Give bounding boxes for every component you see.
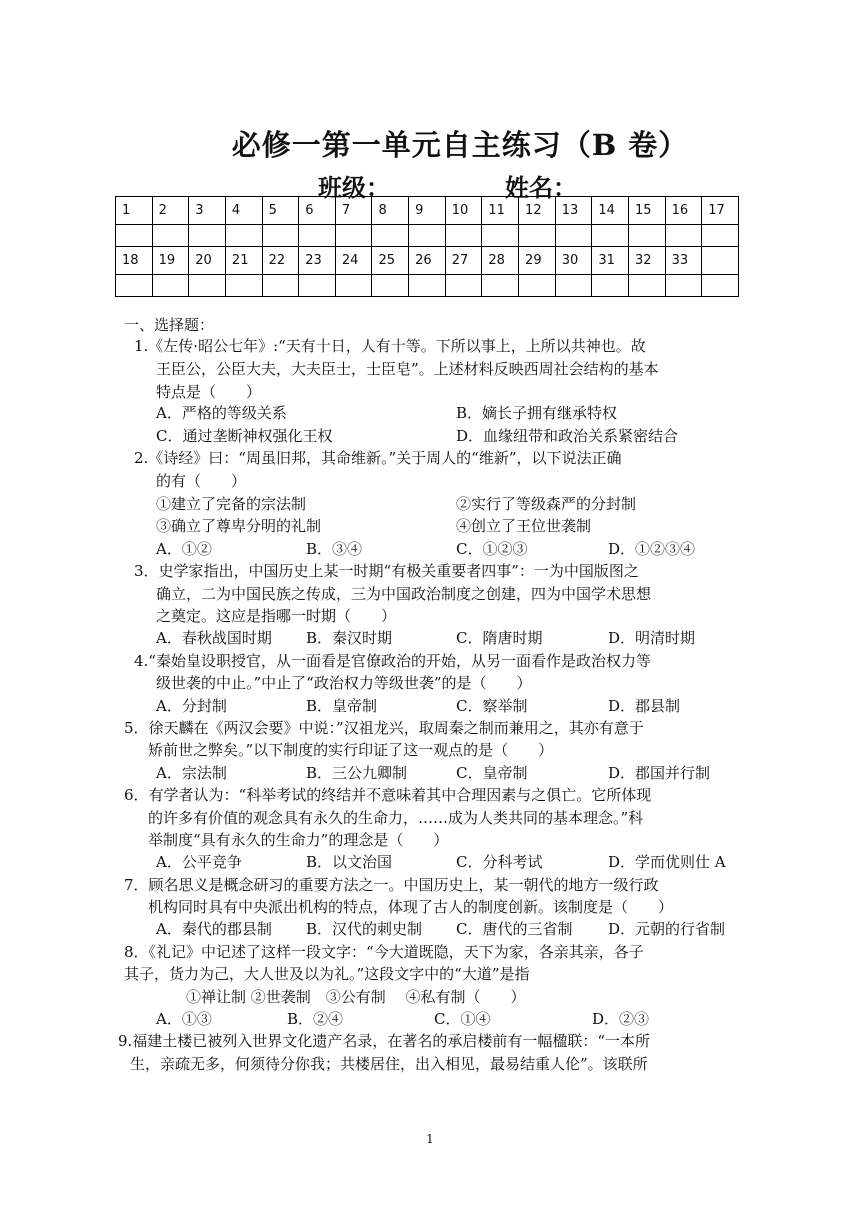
question-text-line: 矫前世之弊矣。”以下制度的实行印证了这一观点的是（ ） xyxy=(148,741,554,759)
question-text-line: 9.福建土楼已被列入世界文化遗产名录，在著名的承启楼前有一幅楹联：“一本所 xyxy=(118,1032,650,1050)
answer-cell xyxy=(116,225,153,247)
question-number-cell: 20 xyxy=(189,247,226,275)
question-text-line: 其子，货力为己，大人世及以为礼。”这段文字中的“大道”是指 xyxy=(124,965,530,983)
answer-cell xyxy=(335,225,372,247)
question-number-cell: 7 xyxy=(335,197,372,225)
answer-cell xyxy=(262,275,299,297)
question-number-cell: 10 xyxy=(445,197,482,225)
option-c: C．皇帝制 xyxy=(456,764,528,782)
option-c: C．察举制 xyxy=(456,697,528,715)
answer-cell xyxy=(372,275,409,297)
question-text-line: 生，亲疏无多，何须待分你我；共楼居住，出入相见，最易结重人伦”。该联所 xyxy=(130,1055,648,1073)
class-label: 班级： xyxy=(318,173,390,202)
section-heading: 一、选择题： xyxy=(124,316,215,334)
question-number-cell: 12 xyxy=(519,197,556,225)
answer-cell xyxy=(225,275,262,297)
option-d: D．郡县制 xyxy=(608,697,681,715)
page-title: 必修一第一单元自主练习（B 卷） xyxy=(231,128,689,162)
question-number-cell: 29 xyxy=(519,247,556,275)
answer-cell xyxy=(482,225,519,247)
question-number-cell: 26 xyxy=(409,247,446,275)
question-number-cell: 31 xyxy=(592,247,629,275)
answer-cell xyxy=(555,275,592,297)
name-label: 姓名： xyxy=(505,173,577,202)
option-c: C．①④ xyxy=(434,1010,491,1028)
question-number-cell: 2 xyxy=(152,197,189,225)
question-text-line: 1.《左传·昭公七年》:“天有十日，人有十等。下所以事上，上所以共神也。故 xyxy=(134,337,646,355)
option-d: D．元朝的行省制 xyxy=(608,920,726,938)
question-number-cell: 1 xyxy=(116,197,153,225)
question-number-cell: 23 xyxy=(299,247,336,275)
question-text-line: 级世袭的中止。”中止了“政治权力等级世袭”的是（ ） xyxy=(156,674,532,692)
answer-cell xyxy=(225,225,262,247)
question-number-cell: 9 xyxy=(409,197,446,225)
option-c: C．隋唐时期 xyxy=(456,629,543,647)
option-a: A．①② xyxy=(156,540,212,558)
option-b: B．②④ xyxy=(287,1010,344,1028)
question-text-line: 确立，二为中国民族之传成，三为中国政治制度之创建，四为中国学术思想 xyxy=(156,585,652,603)
option-b: B．秦汉时期 xyxy=(306,629,393,647)
question-number-cell: 21 xyxy=(225,247,262,275)
answer-cell xyxy=(299,275,336,297)
question-number-cell: 3 xyxy=(189,197,226,225)
answer-table xyxy=(115,196,739,297)
question-number-cell: 11 xyxy=(482,197,519,225)
answer-cell xyxy=(372,225,409,247)
question-text-line: 特点是（ ） xyxy=(156,383,262,401)
statement-item: ③确立了尊卑分明的礼制 xyxy=(156,517,322,535)
question-text-line: 举制度“具有永久的生命力”的理念是（ ） xyxy=(148,831,449,849)
question-number-cell: 17 xyxy=(702,197,739,225)
option-a: A．春秋战国时期 xyxy=(156,629,272,647)
answer-cell xyxy=(628,275,665,297)
question-number-cell: 22 xyxy=(262,247,299,275)
page-number: 1 xyxy=(426,1132,434,1146)
option-d: D．学而优则仕 A xyxy=(608,853,726,871)
question-text-line: 2.《诗经》曰：“周虽旧邦，其命维新。”关于周人的“维新”，以下说法正确 xyxy=(134,449,622,467)
answer-cell xyxy=(299,225,336,247)
question-text-line: 3．史学家指出，中国历史上某一时期“有极关重要者四事”：一为中国版图之 xyxy=(134,562,639,580)
option-b: B．嫡长子拥有继承特权 xyxy=(456,404,618,422)
question-text-line: 的许多有价值的观念具有永久的生命力，……成为人类共同的基本理念。”科 xyxy=(148,809,644,827)
question-number-cell: 6 xyxy=(299,197,336,225)
statement-items: ①禅让制 ②世袭制 ③公有制 ④私有制（ ） xyxy=(186,988,526,1006)
question-number-cell: 27 xyxy=(445,247,482,275)
question-number-cell: 19 xyxy=(152,247,189,275)
option-a: A．宗法制 xyxy=(156,764,227,782)
answer-row-blank-2 xyxy=(116,275,739,297)
question-text-line: 7．顾名思义是概念研习的重要方法之一。中国历史上，某一朝代的地方一级行政 xyxy=(124,876,659,894)
answer-cell xyxy=(116,275,153,297)
answer-cell xyxy=(592,275,629,297)
question-number-cell: 13 xyxy=(555,197,592,225)
question-number-cell: 16 xyxy=(665,197,702,225)
option-c: C．①②③ xyxy=(456,540,528,558)
answer-cell xyxy=(189,275,226,297)
question-number-cell: 18 xyxy=(116,247,153,275)
answer-cell xyxy=(189,225,226,247)
answer-cell xyxy=(482,275,519,297)
question-text-line: 机构同时具有中央派出机构的特点，体现了古人的制度创新。该制度是（ ） xyxy=(148,898,674,916)
answer-row-numbers-1 xyxy=(116,197,739,225)
answer-cell xyxy=(555,225,592,247)
option-b: B．三公九卿制 xyxy=(306,764,408,782)
answer-row-numbers-2 xyxy=(116,247,739,275)
option-d: D．郡国并行制 xyxy=(608,764,711,782)
answer-cell xyxy=(335,275,372,297)
option-b: B．③④ xyxy=(306,540,363,558)
option-b: B．以文治国 xyxy=(306,853,393,871)
option-a: A．严格的等级关系 xyxy=(156,404,287,422)
option-a: A．秦代的郡县制 xyxy=(156,920,272,938)
answer-cell xyxy=(519,225,556,247)
question-number-cell xyxy=(702,247,739,275)
question-text-line: 5．徐天麟在《两汉会要》中说：”汉祖龙兴，取周秦之制而兼用之，其亦有意于 xyxy=(124,719,644,737)
option-c: C．唐代的三省制 xyxy=(456,920,573,938)
question-number-cell: 25 xyxy=(372,247,409,275)
statement-item: ②实行了等级森严的分封制 xyxy=(456,495,637,513)
answer-cell xyxy=(665,275,702,297)
question-number-cell: 4 xyxy=(225,197,262,225)
question-number-cell: 14 xyxy=(592,197,629,225)
answer-cell xyxy=(152,225,189,247)
question-number-cell: 8 xyxy=(372,197,409,225)
answer-cell xyxy=(519,275,556,297)
answer-cell xyxy=(628,225,665,247)
option-b: B．皇帝制 xyxy=(306,697,378,715)
answer-cell xyxy=(445,225,482,247)
option-c: C．通过垄断神权强化王权 xyxy=(156,427,333,445)
question-text-line: 6．有学者认为：“科举考试的终结并不意味着其中合理因素与之俱亡。它所体现 xyxy=(124,786,652,804)
answer-row-blank-1 xyxy=(116,225,739,247)
answer-cell xyxy=(409,275,446,297)
answer-cell xyxy=(409,225,446,247)
question-text-line: 4.“秦始皇设职授官，从一面看是官僚政治的开始，从另一面看作是政治权力等 xyxy=(134,652,651,670)
option-c: C．分科考试 xyxy=(456,853,543,871)
answer-cell xyxy=(702,275,739,297)
question-number-cell: 15 xyxy=(628,197,665,225)
answer-cell xyxy=(445,275,482,297)
answer-cell xyxy=(592,225,629,247)
question-text-line: 王臣公，公臣大夫，大夫臣士，士臣皂”。上述材料反映西周社会结构的基本 xyxy=(156,360,659,378)
answer-cell xyxy=(152,275,189,297)
question-number-cell: 32 xyxy=(628,247,665,275)
option-d: D．明清时期 xyxy=(608,629,696,647)
option-a: A．公平竞争 xyxy=(156,853,242,871)
statement-item: ①建立了完备的宗法制 xyxy=(156,495,307,513)
statement-item: ④创立了王位世袭制 xyxy=(456,517,592,535)
question-text-line: 的有（ ） xyxy=(156,472,247,490)
answer-cell xyxy=(702,225,739,247)
option-a: A．①③ xyxy=(156,1010,212,1028)
answer-cell xyxy=(262,225,299,247)
option-a: A．分封制 xyxy=(156,697,227,715)
question-number-cell: 24 xyxy=(335,247,372,275)
question-number-cell: 5 xyxy=(262,197,299,225)
question-text-line: 之奠定。这应是指哪一时期（ ） xyxy=(156,607,397,625)
option-d: D．②③ xyxy=(592,1010,650,1028)
question-number-cell: 30 xyxy=(555,247,592,275)
option-d: D．①②③④ xyxy=(608,540,696,558)
answer-cell xyxy=(665,225,702,247)
question-text-line: 8．《礼记》中记述了这样一段文字：“今大道既隐，天下为家，各亲其亲，各子 xyxy=(124,943,644,961)
question-number-cell: 28 xyxy=(482,247,519,275)
question-number-cell: 33 xyxy=(665,247,702,275)
option-d: D．血缘纽带和政治关系紧密结合 xyxy=(456,427,679,445)
option-b: B．汉代的刺史制 xyxy=(306,920,423,938)
